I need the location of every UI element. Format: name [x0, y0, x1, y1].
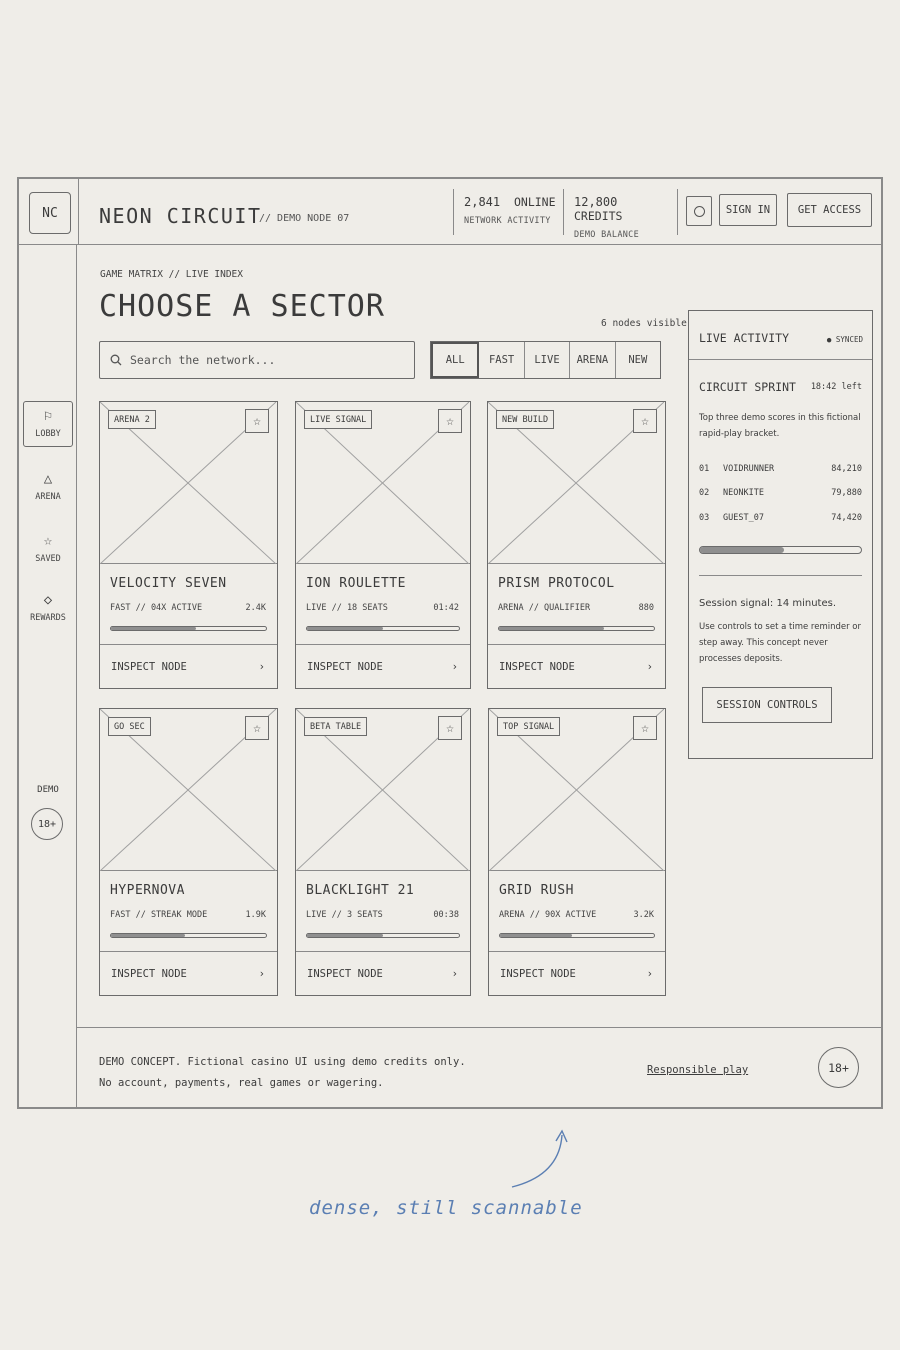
disclaimer: [99, 1052, 466, 1094]
card-value: 01:42: [433, 603, 459, 613]
nodes-visible-count: 6 nodes visible: [601, 318, 687, 329]
inspect-node-button[interactable]: [100, 645, 277, 689]
inspect-label: INSPECT NODE: [307, 968, 383, 980]
filter-all[interactable]: ALL: [431, 342, 479, 378]
event-progress-fill: [700, 547, 784, 553]
card-progress-bar: [499, 933, 655, 938]
inspect-label: INSPECT NODE: [500, 968, 576, 980]
get-access-button[interactable]: GET ACCESS: [787, 193, 872, 227]
card-title: VELOCITY SEVEN: [110, 576, 227, 591]
breadcrumb: GAME MATRIX // LIVE INDEX: [100, 269, 243, 280]
filter-live[interactable]: LIVE: [525, 342, 570, 378]
chevron-right-icon: ›: [258, 968, 265, 980]
card-meta: ARENA // 90X ACTIVE: [499, 910, 597, 920]
event-description: Top three demo scores in this fictional rapid-play bracket.: [699, 413, 861, 439]
sidebar-item-arena[interactable]: [23, 464, 73, 510]
app-subtitle: // DEMO NODE 07: [259, 213, 350, 224]
player-name: GUEST_07: [723, 513, 764, 523]
star-icon: ☆: [641, 720, 649, 736]
inspect-node-button[interactable]: [296, 645, 470, 689]
annotation-note: dense, still scannable: [309, 1197, 583, 1219]
card-thumbnail: [488, 402, 665, 564]
sidebar-item-label: ARENA: [35, 492, 61, 502]
card-progress-fill: [500, 934, 572, 937]
card-thumbnail: [296, 709, 470, 871]
card-value: 880: [638, 603, 654, 613]
inspect-label: INSPECT NODE: [111, 968, 187, 980]
circle-icon: [694, 206, 705, 217]
player-name: VOIDRUNNER: [723, 464, 775, 474]
inspect-label: INSPECT NODE: [307, 661, 383, 673]
header-divider: [78, 179, 79, 245]
chevron-right-icon: ›: [451, 661, 458, 673]
diamond-icon: ◇: [43, 592, 53, 608]
rank: 03: [699, 513, 710, 523]
card-tag: LIVE SIGNAL: [304, 410, 372, 429]
sidebar-item-saved[interactable]: [23, 526, 73, 572]
game-card[interactable]: [295, 401, 471, 689]
card-progress-fill: [307, 934, 383, 937]
stat-online-value: 2,841: [464, 195, 501, 209]
filter-arena[interactable]: ARENA: [570, 342, 615, 378]
player-name: NEONKITE: [723, 488, 764, 498]
rank: 02: [699, 488, 710, 498]
card-value: 3.2K: [633, 910, 654, 920]
card-tag: ARENA 2: [108, 410, 156, 429]
live-activity-panel: [688, 310, 873, 759]
card-progress-bar: [498, 626, 655, 631]
player-score: 74,420: [831, 513, 862, 523]
sidebar-item-lobby[interactable]: [23, 401, 73, 447]
stat-divider: [677, 189, 678, 235]
card-progress-bar: [306, 933, 460, 938]
app-title: NEON CIRCUIT: [99, 204, 262, 228]
card-progress-bar: [306, 626, 460, 631]
sidebar-item-label: REWARDS: [30, 613, 66, 623]
inspect-node-button[interactable]: [100, 952, 277, 996]
star-icon: ☆: [641, 413, 649, 429]
age-badge: 18+: [31, 808, 63, 840]
card-tag: BETA TABLE: [304, 717, 367, 736]
card-meta: ARENA // QUALIFIER: [498, 603, 591, 613]
page-title: CHOOSE A SECTOR: [99, 289, 385, 324]
card-meta: LIVE // 18 SEATS: [306, 603, 388, 613]
stat-online-label: NETWORK ACTIVITY: [464, 216, 551, 226]
card-tag: TOP SIGNAL: [497, 717, 560, 736]
card-thumbnail: [100, 709, 277, 871]
theme-toggle-button[interactable]: [686, 196, 712, 226]
favorite-button[interactable]: [438, 409, 462, 433]
game-card[interactable]: [487, 401, 666, 689]
triangle-icon: △: [43, 471, 53, 487]
responsible-play-link[interactable]: Responsible play: [647, 1064, 749, 1076]
card-value: 1.9K: [245, 910, 266, 920]
player-score: 84,210: [831, 464, 862, 474]
inspect-label: INSPECT NODE: [499, 661, 575, 673]
card-value: 2.4K: [245, 603, 266, 613]
stat-online-unit: ONLINE: [513, 195, 556, 209]
card-progress-fill: [307, 627, 383, 630]
synced-badge: ● SYNCED: [826, 335, 863, 344]
search-icon: [110, 354, 122, 366]
filter-new[interactable]: NEW: [628, 354, 648, 366]
app-window: [17, 177, 883, 1109]
logo[interactable]: NC: [29, 192, 71, 234]
favorite-button[interactable]: [245, 716, 269, 740]
search-input[interactable]: [130, 353, 390, 367]
game-card[interactable]: [99, 708, 278, 996]
favorite-button[interactable]: [438, 716, 462, 740]
favorite-button[interactable]: [633, 716, 657, 740]
divider: [699, 575, 862, 576]
session-signal: Session signal: 14 minutes.: [699, 598, 837, 609]
sidebar-item-label: SAVED: [35, 554, 61, 564]
card-tag: GO SEC: [108, 717, 151, 736]
stat-credits-label: DEMO BALANCE: [574, 230, 640, 240]
card-progress-fill: [111, 934, 185, 937]
star-icon: ☆: [446, 413, 454, 429]
inspect-node-button[interactable]: [296, 952, 470, 996]
player-score: 79,880: [831, 488, 862, 498]
card-progress-bar: [110, 626, 267, 631]
chevron-right-icon: ›: [258, 661, 265, 673]
disclaimer-line-1: DEMO CONCEPT. Fictional casino UI using demo credits only.: [99, 1056, 466, 1068]
sidebar-item-rewards[interactable]: [23, 585, 73, 631]
inspect-node-button[interactable]: [488, 645, 665, 689]
game-card[interactable]: [99, 401, 278, 689]
flag-icon: ⚐: [43, 408, 53, 424]
card-meta: LIVE // 3 SEATS: [306, 910, 383, 920]
card-meta: FAST // STREAK MODE: [110, 910, 208, 920]
card-thumbnail: [100, 402, 277, 564]
card-title: BLACKLIGHT 21: [306, 883, 415, 898]
card-thumbnail: [489, 709, 665, 871]
annotation-arrow-icon: [500, 1125, 580, 1195]
inspect-label: INSPECT NODE: [111, 661, 187, 673]
live-activity-title: LIVE ACTIVITY: [699, 331, 790, 345]
footer: [77, 1027, 881, 1107]
card-title: HYPERNOVA: [110, 883, 185, 898]
disclaimer-line-2: No account, payments, real games or wagering.: [99, 1077, 384, 1089]
leaderboard-row: [699, 488, 862, 498]
card-title: GRID RUSH: [499, 883, 574, 898]
chevron-right-icon: ›: [451, 968, 458, 980]
star-icon: ☆: [43, 533, 53, 549]
event-progress-bar: [699, 546, 862, 554]
event-title: CIRCUIT SPRINT: [699, 380, 796, 394]
chevron-right-icon: ›: [646, 661, 653, 673]
card-value: 00:38: [433, 910, 459, 920]
top-bar: [19, 179, 881, 245]
favorite-button[interactable]: [245, 409, 269, 433]
card-progress-bar: [110, 933, 267, 938]
search-box[interactable]: [99, 341, 415, 379]
sign-in-button[interactable]: SIGN IN: [719, 194, 777, 226]
card-meta: FAST // 04X ACTIVE: [110, 603, 203, 613]
filter-fast[interactable]: FAST: [479, 342, 524, 378]
filter-tabs: [430, 341, 661, 379]
card-thumbnail: [296, 402, 470, 564]
stat-online: [453, 189, 563, 235]
demo-label: DEMO: [37, 785, 59, 795]
sidebar: [19, 245, 77, 1107]
card-progress-fill: [499, 627, 604, 630]
event-time-left: 18:42 left: [810, 382, 862, 392]
star-icon: ☆: [446, 720, 454, 736]
stat-credits-value: 12,800: [574, 195, 618, 209]
star-icon: ☆: [253, 720, 261, 736]
rank: 01: [699, 464, 710, 474]
card-title: ION ROULETTE: [306, 576, 406, 591]
session-signal-description: Use controls to set a time reminder or step away. This concept never processes deposits.: [699, 622, 862, 664]
session-controls-button[interactable]: SESSION CONTROLS: [702, 687, 832, 723]
card-tag: NEW BUILD: [496, 410, 554, 429]
game-card[interactable]: [295, 708, 471, 996]
card-progress-fill: [111, 627, 196, 630]
stat-credits: [563, 189, 678, 240]
game-card[interactable]: [488, 708, 666, 996]
inspect-node-button[interactable]: [489, 952, 665, 996]
leaderboard-row: [699, 464, 862, 474]
sidebar-item-label: LOBBY: [35, 429, 61, 439]
live-activity-header: [689, 311, 872, 360]
leaderboard-row: [699, 513, 862, 523]
card-title: PRISM PROTOCOL: [498, 576, 615, 591]
favorite-button[interactable]: [633, 409, 657, 433]
age-badge-footer: 18+: [818, 1047, 859, 1088]
chevron-right-icon: ›: [646, 968, 653, 980]
star-icon: ☆: [253, 413, 261, 429]
stat-credits-unit: CREDITS: [574, 209, 623, 223]
